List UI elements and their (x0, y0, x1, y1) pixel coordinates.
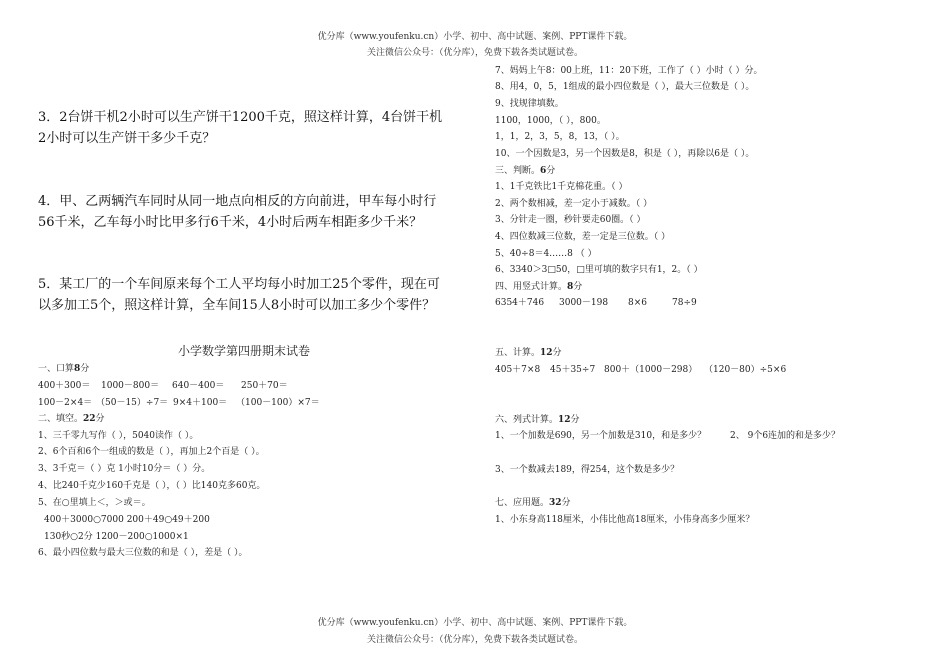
calc-item: 800＋（1000－298） (604, 365, 698, 375)
footer-wechat-line: 关注微信公众号：（优分库），免费下载各类试题试卷。 (366, 635, 583, 645)
section-6-heading (495, 414, 580, 426)
compare-item: 130秒○2分 1200－200○1000×1 (44, 532, 189, 542)
section-unit: 分 (80, 364, 90, 374)
word-calc-item: 2、 9个6连加的和是多少？ (730, 431, 841, 441)
section-score: 12 (540, 348, 553, 358)
fill-blank-item: 5、在○里填上＜，＞或＝。 (38, 498, 151, 508)
header-wechat-line: 关注微信公众号：（优分库），免费下载各类试题试卷。 (366, 48, 583, 58)
section-score: 32 (549, 498, 562, 508)
fill-blank-item: 1、三千零九写作（ ），5040读作（ ）。 (38, 431, 199, 441)
section-unit: 分 (95, 414, 105, 424)
section-score: 12 (558, 415, 571, 425)
problem-5: 5．某工厂的一个车间原来每个工人平均每小时加工25个零件，现在可以多加工5个，照这样计算，全车间15人8小时可以加工多少个零件？ (38, 277, 440, 313)
section-unit: 分 (561, 498, 571, 508)
vertical-calc-item: 78÷9 (672, 298, 697, 308)
section-3-heading (495, 165, 555, 177)
application-item: 1、小东身高118厘米，小伟比他高18厘米，小伟身高多少厘米？ (495, 515, 755, 525)
mental-math-item: 9×4＋100＝ (173, 398, 228, 408)
fill-blank-item: 6、最小四位数与最大三位数的和是（ ），差是（ ）。 (38, 548, 248, 558)
judge-item: 1、1千克铁比1千克棉花重。（ ） (495, 182, 628, 192)
pattern-item: 1，1，2，3，5，8，13，（ ）。 (495, 132, 625, 142)
section-label: 七、应用题。 (495, 498, 550, 508)
fill-blank-item: 4、比240千克少160千克是（ ），（ ）比140克多60克。 (38, 481, 266, 491)
section-5-heading (495, 347, 562, 359)
section-unit: 分 (573, 282, 583, 292)
section-unit: 分 (570, 415, 580, 425)
word-calc-item: 1、一个加数是690，另一个加数是310，和是多少？ (495, 431, 707, 441)
calc-item: （120－80）÷5×6 (704, 365, 787, 375)
mental-math-item: 100－2×4＝ (38, 398, 93, 408)
section-score: 8 (567, 282, 574, 292)
mental-math-item: （100－100）×7＝ (236, 398, 320, 408)
section-4-heading (495, 281, 582, 293)
fill-blank-item: 2、6个百和6个一组成的数是（ ），再加上2个百是（ ）。 (38, 447, 265, 457)
section-label: 六、列式计算。 (495, 415, 559, 425)
footer-site-line: 优分库（www.youfenku.cn）小学、初中、高中试题、案例、PPT课件下载。 (317, 618, 633, 628)
calc-item: 405＋7×8 (495, 365, 541, 375)
judge-item: 2、两个数相减，差一定小于减数。（ ） (495, 199, 653, 209)
header-site-line: 优分库（www.youfenku.cn）小学、初中、高中试题、案例、PPT课件下载。 (317, 32, 633, 42)
section-unit: 分 (546, 166, 556, 176)
fill-blank-item: 7、妈妈上午8：00上班，11：20下班，工作了（ ）小时（ ）分。 (495, 66, 763, 76)
calc-item: 45＋35÷7 (550, 365, 596, 375)
section-label: 一、口算 (38, 364, 75, 374)
vertical-calc-item: 6354＋746 (495, 298, 545, 308)
judge-item: 3、分针走一圈，秒针要走60圈。（ ） (495, 215, 646, 225)
vertical-calc-item: 3000－198 (559, 298, 609, 308)
problem-4: 4．甲、乙两辆汽车同时从同一地点向相反的方向前进，甲车每小时行56千米，乙车每小时比甲多行6千米，4小时后两车相距多少千米？ (38, 194, 437, 230)
vertical-calc-item: 8×6 (628, 298, 647, 308)
section-label: 三、判断。 (495, 166, 541, 176)
judge-item: 6、3340＞3□50，□里可填的数字只有1，2。（ ） (495, 265, 703, 275)
problem-3: 3．2台饼干机2小时可以生产饼干1200千克，照这样计算，4台饼干机2小时可以生产饼干多少千克？ (38, 110, 443, 146)
mental-math-item: 400＋300＝ (38, 381, 91, 391)
mental-math-item: 640－400＝ (172, 381, 225, 391)
mental-math-item: 1000－800＝ (101, 381, 160, 391)
fill-blank-item: 3、3千克＝（ ）克 1小时10分＝（ ）分。 (38, 464, 211, 474)
section-7-heading (495, 497, 571, 509)
judge-item: 5、40÷8＝4……8 （ ） (495, 249, 597, 259)
judge-item: 4、四位数减三位数，差一定是三位数。（ ） (495, 232, 671, 242)
fill-blank-item: 9、找规律填数。 (495, 99, 564, 109)
mental-math-item: （50－15）÷7＝ (96, 398, 169, 408)
section-score: 8 (74, 364, 81, 374)
fill-blank-item: 10、一个因数是3，另一个因数是8，积是（ ），再除以6是（ ）。 (495, 149, 755, 159)
section-2-heading (38, 413, 105, 425)
section-label: 二、填空。 (38, 414, 84, 424)
exam-title: 小学数学第四册期末试卷 (178, 344, 311, 358)
mental-math-item: 250＋70＝ (241, 381, 288, 391)
section-label: 五、计算。 (495, 348, 541, 358)
section-score: 22 (83, 414, 96, 424)
section-unit: 分 (552, 348, 562, 358)
section-score: 6 (540, 166, 547, 176)
compare-item: 400＋3000○7000 200＋49○49＋200 (44, 515, 210, 525)
fill-blank-item: 8、用4，0，5，1组成的最小四位数是（ ），最大三位数是（ ）。 (495, 82, 755, 92)
section-label: 四、用竖式计算。 (495, 282, 568, 292)
word-calc-item: 3、一个数减去189，得254，这个数是多少？ (495, 465, 680, 475)
pattern-item: 1100，1000，（ ），800。 (495, 116, 606, 126)
section-1-heading (38, 363, 89, 375)
